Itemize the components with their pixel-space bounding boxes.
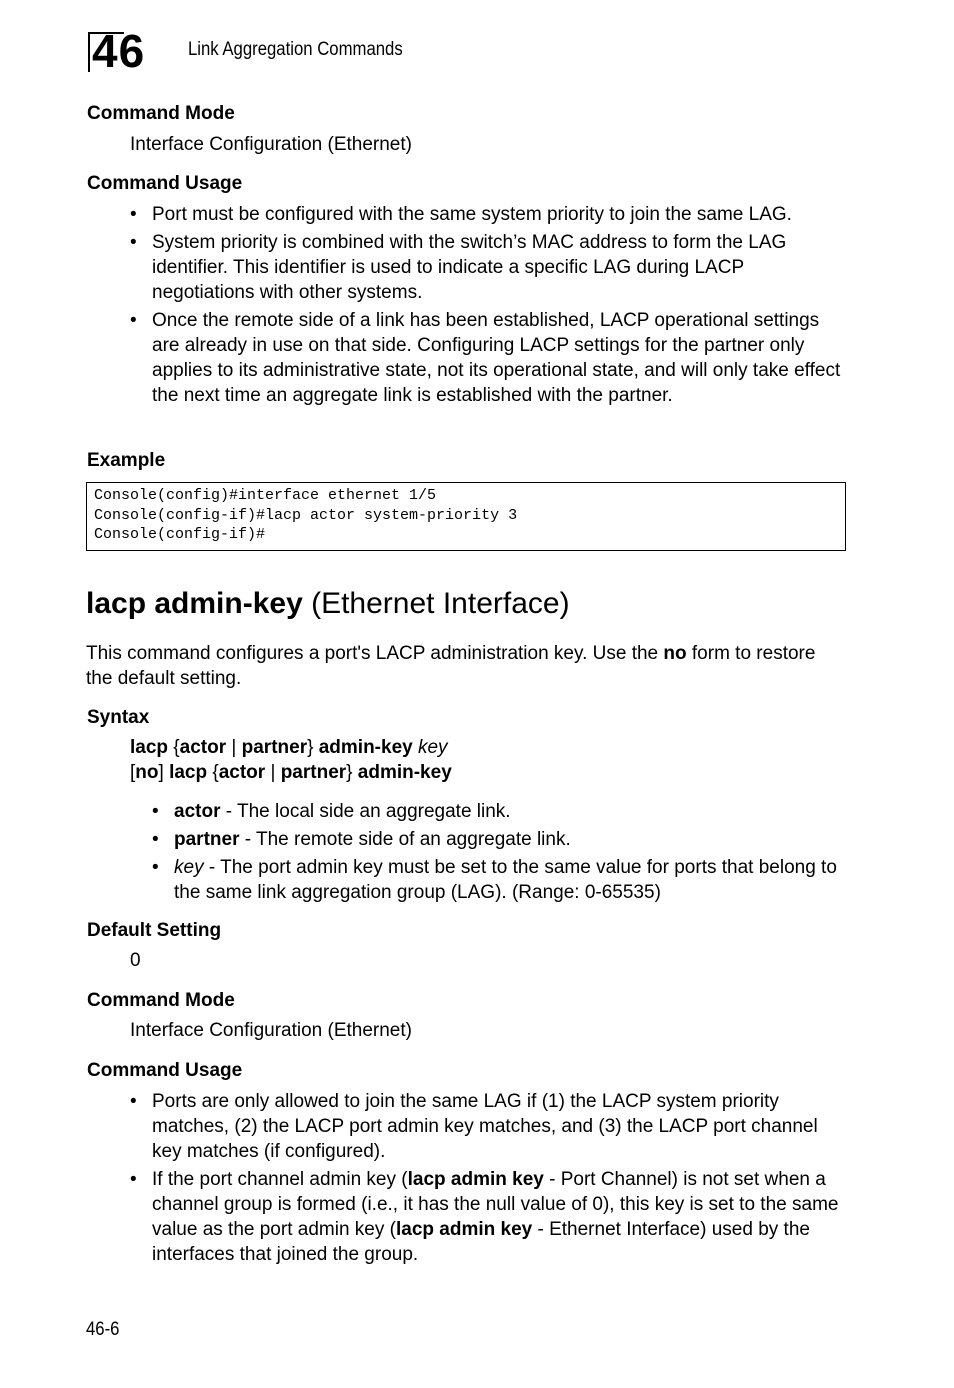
syntax-symbol: ] (158, 762, 170, 783)
command-usage-heading: Command Usage (87, 173, 243, 194)
parameter-description: - The port admin key must be set to the same value for ports that belong to the same link aggregation group (LAG). (Range: 0-65535) (174, 857, 837, 903)
list-item (130, 1167, 850, 1267)
list-item (152, 855, 852, 905)
command-mode-heading: Command Mode (87, 990, 235, 1011)
parameter-term: key (174, 857, 204, 878)
syntax-symbol: { (207, 762, 219, 783)
usage-text: - Port Channel) is not set when a channel group is formed (i.e., it has the null value of 0), this key is set to the same value as the port admin key ( (152, 1169, 839, 1240)
usage-text: If the port channel admin key ( (152, 1169, 408, 1190)
chapter-title: Link Aggregation Commands (188, 39, 403, 60)
section-title (86, 586, 570, 622)
syntax-symbol: [ (130, 762, 136, 783)
intro-no-keyword: no (663, 643, 687, 664)
syntax-keyword: lacp (169, 762, 208, 783)
syntax-line-2 (130, 762, 452, 784)
syntax-keyword: partner (241, 737, 308, 758)
syntax-symbol: { (168, 737, 180, 758)
command-mode-value: Interface Configuration (Ethernet) (130, 1020, 412, 1041)
chapter-number: 46 (92, 25, 146, 77)
syntax-keyword: admin-key (318, 737, 413, 758)
syntax-parameter: key (412, 737, 448, 758)
list-item: • Port must be configured with the same system priority to join the same LAG. (130, 202, 850, 227)
code-line: Console(config)#interface ethernet 1/5 (94, 487, 437, 504)
list-item: • System priority is combined with the switch’s MAC address to form the LAG identifier. This identifier is used to indicate a specific LAG during LACP negotiations with other systems. (130, 230, 850, 305)
parameter-description: - The local side an aggregate link. (220, 801, 511, 822)
parameter-term: partner (174, 829, 240, 850)
default-setting-heading: Default Setting (87, 920, 222, 941)
syntax-keyword: actor (218, 762, 266, 783)
intro-paragraph (86, 641, 846, 691)
parameter-description: - The remote side of an aggregate link. (239, 829, 571, 850)
page-number: 46-6 (86, 1319, 120, 1340)
syntax-symbol: } (307, 737, 319, 758)
list-item: • Once the remote side of a link has been established, LACP operational settings are already in use on that side. Configuring LACP settings for the partner only applies to its administrative state, not its operational state, and will only take effect the next time an aggregate link is established with the partner. (130, 308, 850, 408)
section-title-context: (Ethernet Interface) (302, 587, 570, 620)
code-line: Console(config-if)# (94, 526, 266, 543)
parameter-term: actor (174, 801, 221, 822)
command-mode-value: Interface Configuration (Ethernet) (130, 134, 412, 155)
usage-text: - Ethernet Interface) used by the interfaces that joined the group. (152, 1219, 810, 1265)
command-usage-heading: Command Usage (87, 1060, 243, 1081)
syntax-symbol: | (265, 762, 281, 783)
syntax-keyword: lacp (130, 737, 169, 758)
list-item: • Ports are only allowed to join the same LAG if (1) the LACP system priority matches, (2) the LACP port admin key matches, and (3) the LACP port channel key matches (if configured). (130, 1089, 850, 1164)
command-usage-list (130, 202, 850, 411)
syntax-heading: Syntax (87, 707, 150, 728)
usage-command-ref: lacp admin key (407, 1169, 544, 1190)
syntax-line-1 (130, 737, 448, 759)
section-title-command: lacp admin-key (86, 587, 303, 620)
usage-command-ref: lacp admin key (395, 1219, 533, 1240)
syntax-keyword: admin-key (357, 762, 452, 783)
list-item (152, 799, 852, 824)
example-heading: Example (87, 450, 166, 471)
intro-text: form to restore the default setting. (86, 643, 816, 689)
code-line: Console(config-if)#lacp actor system-priority 3 (94, 507, 518, 524)
command-usage-list (130, 1089, 850, 1270)
parameter-list (152, 799, 852, 908)
syntax-keyword: no (135, 762, 159, 783)
syntax-keyword: partner (280, 762, 347, 783)
syntax-symbol: | (226, 737, 242, 758)
syntax-symbol: } (346, 762, 358, 783)
default-setting-value: 0 (130, 950, 141, 971)
syntax-keyword: actor (179, 737, 227, 758)
intro-text: This command configures a port's LACP administration key. Use the (86, 643, 664, 664)
command-mode-heading: Command Mode (87, 103, 235, 124)
list-item (152, 827, 852, 852)
